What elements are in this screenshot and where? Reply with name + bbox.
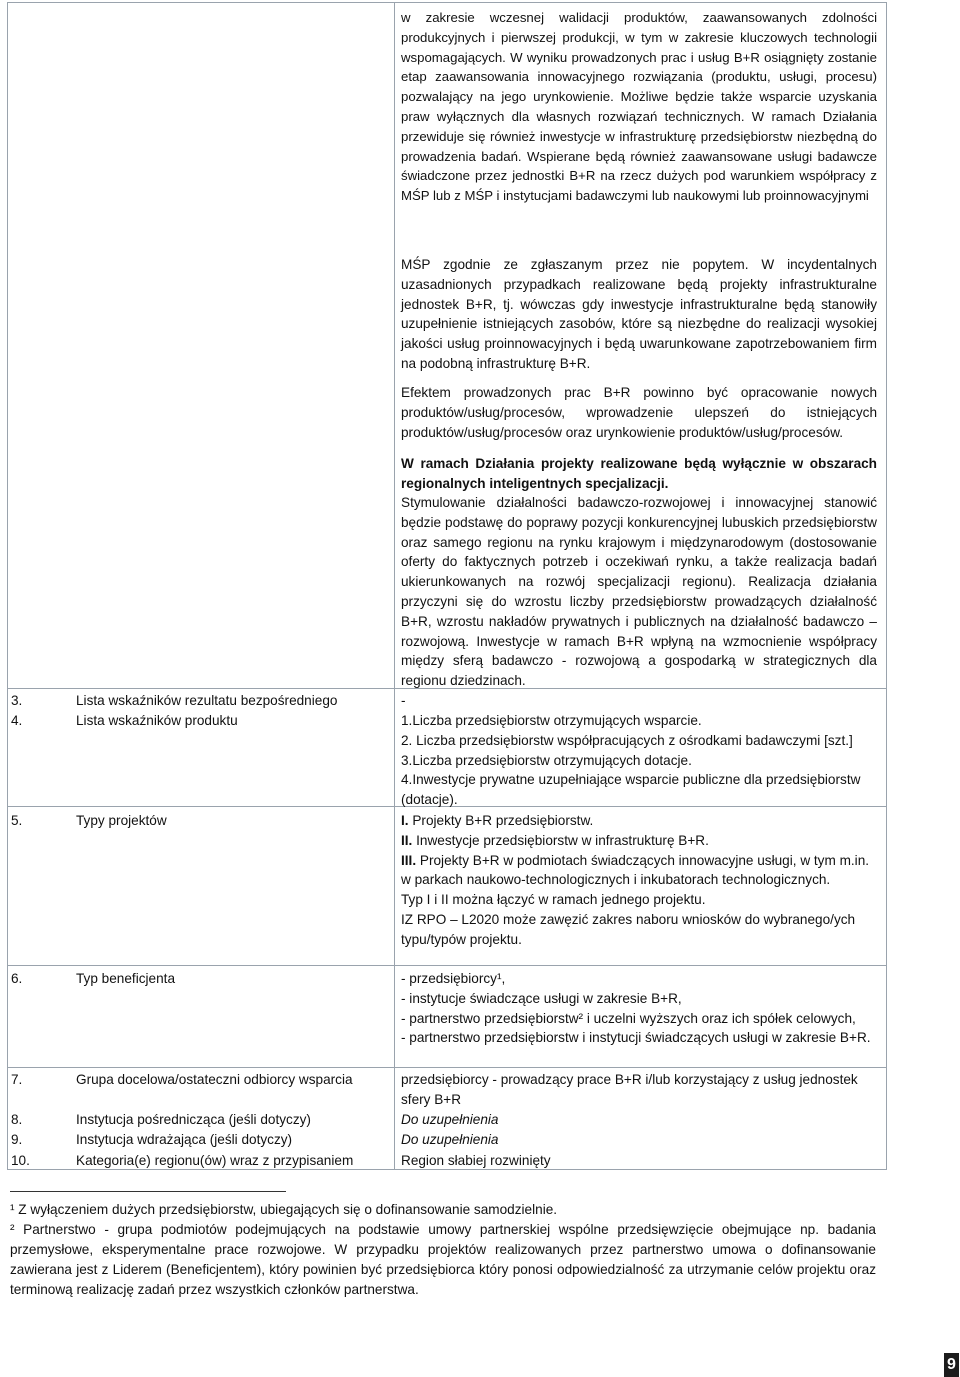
beneficiary-item: - partnerstwo przedsiębiorstw² i uczelni wyższych oraz ich spółek celowych,	[401, 1010, 856, 1026]
description-p3: Efektem prowadzonych prac B+R powinno być opracowanie nowych produktów/usług/procesów, wprowadzenie ulepszeń do istniejących produktów/usług/procesów oraz urynkowienie produktów/usług/procesów.	[401, 385, 877, 440]
row-label: Typ beneficjenta	[76, 971, 175, 986]
row-value: przedsiębiorcy - prowadzący prace B+R i/lub korzystający z usług jednostek sfery B+R	[401, 1072, 858, 1107]
description-p1b: W wyniku prowadzonych prac i usług B+R osiągnięty zostanie etap zaawansowania innowacyjnego rozwiązania (produktu, usługi, procesu) pozwalający na jego urynkowienie. Możliwe będzie także wsparcie uzyskania praw wyłącznych dla własnych rozwiązań technicznych. W ramach Działania przewiduje się również inwestycje w infrastrukturę przedsiębiorstw niezbędną do prowadzenia badań. Wspierane będą również zaawansowane usługi badawcze świadczone przez jednostki B+R na rzecz dużych pod warunkiem współpracy z MŚP lub z MŚP i instytucjami badawczymi lub naukowymi lub proinnowacyjnymi	[401, 49, 877, 204]
row-label: Lista wskaźników produktu	[76, 713, 238, 728]
footnote-1: ¹ Z wyłączeniem dużych przedsiębiorstw, ubiegających się o dofinansowanie samodzielnie.	[10, 1202, 558, 1217]
row-label: Grupa docelowa/ostateczni odbiorcy wsparcia	[76, 1072, 353, 1087]
measure-table	[7, 2, 887, 1170]
row-label: Instytucja wdrażająca (jeśli dotyczy)	[76, 1132, 293, 1147]
indicator-item: 2. Liczba przedsiębiorstw współpracujących z ośrodkami badawczymi [szt.]	[401, 732, 853, 748]
description-p4: W ramach Działania projekty realizowane będą wyłącznie w obszarach regionalnych inteligentnych specjalizacji.	[401, 456, 877, 491]
row-value: Region słabiej rozwinięty	[401, 1153, 551, 1168]
beneficiary-item: - instytucje świadczące usługi w zakresie B+R,	[401, 990, 682, 1006]
project-type-item: III. Projekty B+R w podmiotach świadczących innowacyjne usługi, w tym m.in. w parkach naukowo-technologicznych i inkubatorach technologicznych.	[401, 852, 870, 888]
indicator-item: 3.Liczba przedsiębiorstw otrzymujących dotacje.	[401, 752, 692, 768]
row-number: 8.	[11, 1112, 23, 1127]
row-label: Kategoria(e) regionu(ów) wraz z przypisaniem	[76, 1153, 354, 1168]
footnotes	[10, 1200, 876, 1300]
row-divider	[8, 1067, 886, 1068]
row-number: 5.	[11, 813, 23, 828]
indicator-item: 4.Inwestycje prywatne uzupełniające wsparcie publiczne dla przedsiębiorstw (dotacje).	[401, 772, 861, 808]
row-label: Lista wskaźników rezultatu bezpośredniego	[76, 693, 338, 708]
project-types	[401, 811, 877, 950]
project-type-item: II. Inwestycje przedsiębiorstw w infrastrukturę B+R.	[401, 832, 709, 848]
row-number: 3.	[11, 693, 23, 708]
description-p5: Stymulowanie działalności badawczo-rozwojowej i innowacyjnej stanowić będzie podstawę do poprawy pozycji konkurencyjnej lubuskich przedsiębiorstw oraz samego regionu na rynku krajowym i międzynarodowym (dostosowanie oferty do faktycznych potrzeb i oczekiwań rynku, a także realizacja badań ukierunkowanych na rozwój specjalizacji regionu). Realizacja działania przyczyni się do wzrostu liczby przedsiębiorstw prowadzących działalność B+R, wzrostu nakładów prywatnych i publicznych na działalność badawczo –rozwojową. Inwestycje w ramach B+R wpłyną na wzmocnienie współpracy między sferą badawczo - rozwojową a gospodarką w strategicznych dla regionu dziedzinach.	[401, 495, 877, 689]
row-label: Typy projektów	[76, 813, 167, 828]
row-number: 9.	[11, 1132, 23, 1147]
indicator-item: 1.Liczba przedsiębiorstw otrzymujących wsparcie.	[401, 713, 702, 728]
project-type-item: I. Projekty B+R przedsiębiorstw.	[401, 813, 594, 828]
beneficiary-list	[401, 969, 877, 1048]
row-value: Do uzupełnienia	[401, 1132, 499, 1147]
description-p2: MŚP zgodnie ze zgłaszanym przez nie popytem. W incydentalnych uzasadnionych przypadkach realizowane będą projekty infrastrukturalne jednostek B+R, tj. wówczas gdy inwestycje infrastrukturalne będą stanowiły uzupełnienie istniejących zasobów, które są niezbędne do realizacji wysokiej jakości usług proinnowacyjnych i będą uwarunkowane zapotrzebowaniem firm na podobną infrastrukturę B+R.	[401, 257, 877, 371]
row-number: 4.	[11, 713, 23, 728]
row-number: 10.	[11, 1153, 30, 1168]
project-type-note: Typ I i II można łączyć w ramach jednego projektu.	[401, 892, 706, 908]
row-value: -	[401, 693, 406, 708]
beneficiary-item: - partnerstwo przedsiębiorstw i instytucji świadczących usługi w zakresie B+R.	[401, 1030, 871, 1046]
footnote-separator	[10, 1191, 286, 1192]
row-value: Do uzupełnienia	[401, 1112, 499, 1127]
description-p1: w zakresie wczesnej walidacji produktów, zaawansowanych zdolności produkcyjnych i pierwszej produkcji, w tym w zakresie kluczowych technologii wspomagających.	[401, 10, 877, 65]
row-divider	[8, 965, 886, 966]
column-divider	[394, 3, 395, 1169]
row-number: 6.	[11, 971, 23, 986]
project-type-note: IZ RPO – L2020 może zawęzić zakres naboru wniosków do wybranego/ych typu/typów projektu.	[401, 911, 856, 947]
footnote-2: ² Partnerstwo - grupa podmiotów podejmujących na podstawie umowy partnerskiej wspólne przedsięwzięcie obejmujące np. badania przemysłowe, eksperymentalne prace rozwojowe. W przypadku projektów realizowanych przez partnerstwo umowa o dofinansowanie zawierana jest z Liderem (Beneficjentem), który powinien być przedsiębiorca który ponosi odpowiedzialność za utrzymanie celów projektu oraz terminową realizację zadań przez wszystkich członków partnerstwa.	[10, 1222, 876, 1297]
row-number: 7.	[11, 1072, 23, 1087]
indicator-list	[401, 711, 877, 810]
row-label: Instytucja pośrednicząca (jeśli dotyczy)	[76, 1112, 311, 1127]
page-number: 9	[944, 1353, 959, 1377]
description-cell	[401, 8, 877, 206]
beneficiary-item: - przedsiębiorcy¹,	[401, 971, 506, 986]
